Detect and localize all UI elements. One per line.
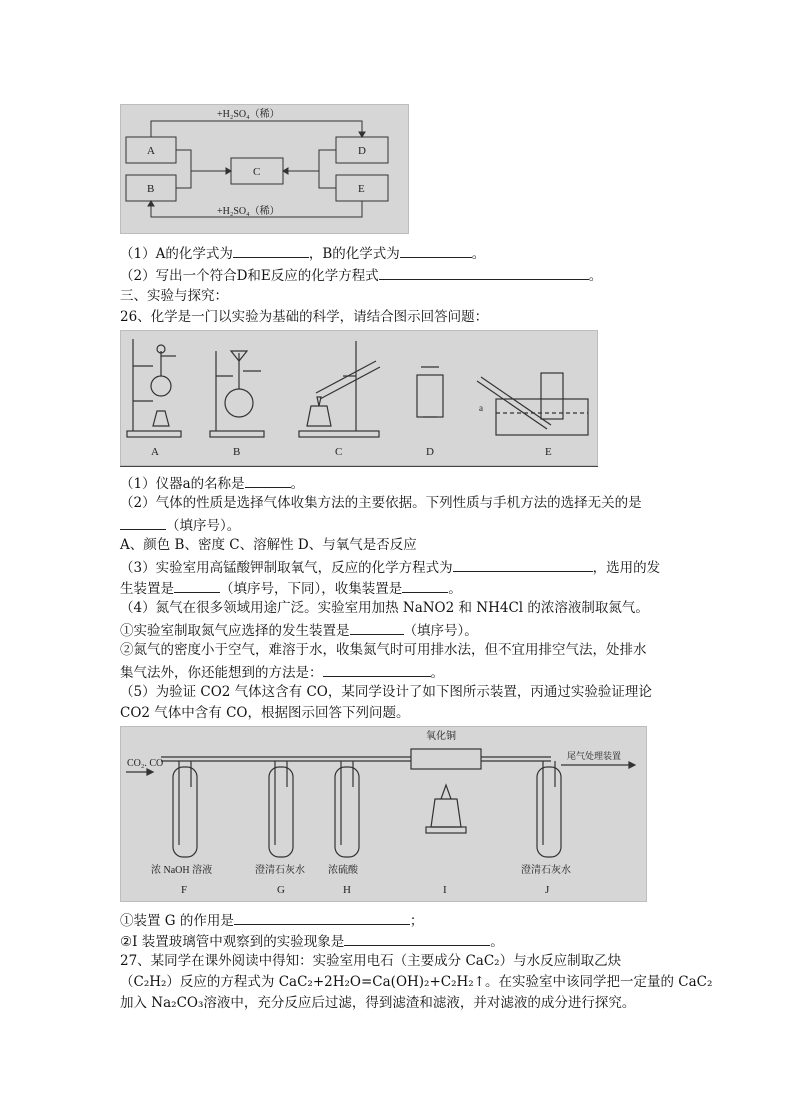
label-b: B — [233, 446, 241, 458]
solution-h: 浓硫酸 — [328, 865, 358, 876]
answer-blank[interactable] — [453, 557, 593, 572]
q26-part2-cont: （填序号）。 — [120, 515, 240, 535]
outlet-label: 尾气处理装置 — [567, 751, 622, 761]
divider — [120, 466, 598, 467]
bottom-reagent-label: +H₂SO₄（稀） — [217, 206, 280, 217]
figure-apparatus-f-j — [120, 726, 647, 902]
solution-f: 浓 NaOH 溶液 — [151, 865, 213, 876]
figure-apparatus-a-e — [120, 330, 598, 466]
box-a-label: A — [147, 145, 155, 157]
letter-i: I — [443, 884, 447, 896]
top-reagent-label: +H₂SO₄（稀） — [217, 109, 280, 120]
cuo-label: 氧化铜 — [426, 731, 456, 742]
answer-blank[interactable] — [350, 620, 404, 635]
label-d: D — [426, 446, 434, 458]
answer-blank[interactable] — [402, 578, 448, 593]
label-instrument-a: a — [479, 403, 483, 413]
answer-blank[interactable] — [120, 515, 166, 530]
q26-part3-cont: 生装置是 （填序号，下同），收集装置是 。 — [120, 578, 462, 598]
letter-f: F — [181, 884, 188, 896]
q26-part4-2-cont: 集气法外，你还能想到的方法是： 。 — [120, 662, 444, 682]
solution-j: 澄清石灰水 — [521, 865, 571, 876]
letter-g: G — [277, 884, 285, 896]
box-c-label: C — [253, 166, 261, 178]
q26-g-purpose: ①装置 G 的作用是 ； — [120, 910, 423, 930]
box-b-label: B — [147, 183, 155, 195]
figure-reaction-diagram — [120, 104, 409, 234]
q25-part1: （1）A的化学式为 ，B的化学式为 。 — [120, 243, 485, 263]
label-a: A — [151, 446, 159, 458]
box-e-label: E — [358, 183, 365, 195]
answer-blank[interactable] — [174, 578, 220, 593]
q26-part3: （3）实验室用高锰酸钾制取氧气，反应的化学方程式为 ，选用的发 — [120, 557, 660, 577]
q27-line3: 加入 Na₂CO₃溶液中，充分反应后过滤，得到滤渣和滤液，并对滤液的成分进行探究。 — [120, 995, 636, 1011]
answer-blank[interactable] — [234, 910, 410, 925]
solution-g: 澄清石灰水 — [255, 865, 305, 876]
q27-line1: 27、某同学在课外阅读中得知：实验室用电石（主要成分 CaC₂）与水反应制取乙炔 — [120, 953, 622, 969]
letter-j: J — [545, 884, 550, 896]
answer-blank[interactable] — [400, 243, 472, 258]
inlet-label: CO₂. CO — [127, 758, 164, 769]
q26-part1: （1）仪器a的名称是 。 — [120, 473, 304, 493]
answer-blank[interactable] — [245, 473, 291, 488]
answer-blank[interactable] — [323, 662, 431, 677]
q26-part4-2: ②氮气的密度小于空气，难溶于水，收集氮气时可用排水法，但不宜用排空气法，处排水 — [120, 642, 647, 658]
q26-part4-1: ①实验室制取氮气应选择的发生装置是 （填序号）。 — [120, 620, 478, 640]
letter-h: H — [343, 884, 351, 896]
q26-part2: （2）气体的性质是选择气体收集方法的主要依据。下列性质与手机方法的选择无关的是 — [120, 495, 642, 511]
q26-part5: （5）为验证 CO2 气体这含有 CO，某同学设计了如下图所示装置，丙通过实验验证理论 — [120, 684, 652, 700]
answer-blank[interactable] — [233, 243, 309, 258]
q26-intro: 26、化学是一门以实验为基础的科学，请结合图示回答问题： — [120, 309, 489, 325]
box-d-label: D — [358, 145, 366, 157]
answer-blank[interactable] — [379, 265, 589, 280]
q27-line2: （C₂H₂）反应的方程式为 CaC₂+2H₂O=Ca(OH)₂+C₂H₂↑。在实验室中该同学把一定量的 CaC₂ — [120, 974, 713, 990]
q26-part5-cont: CO2 气体中含有 CO，根据图示回答下列问题。 — [120, 705, 410, 721]
answer-blank[interactable] — [344, 931, 490, 946]
section-heading: 三、实验与探究： — [120, 288, 228, 304]
label-e: E — [545, 446, 552, 458]
label-c: C — [335, 446, 343, 458]
q26-i-phenomenon: ②I 装置玻璃管中观察到的实验现象是 。 — [120, 931, 504, 951]
q26-options: A、颜色 B、密度 C、溶解性 D、与氧气是否反应 — [120, 537, 417, 553]
q25-part2: （2）写出一个符合D和E反应的化学方程式 。 — [120, 265, 602, 285]
q26-part4: （4）氮气在很多领域用途广泛。实验室用加热 NaNO2 和 NH4Cl 的浓溶液制取氮气。 — [120, 600, 649, 616]
